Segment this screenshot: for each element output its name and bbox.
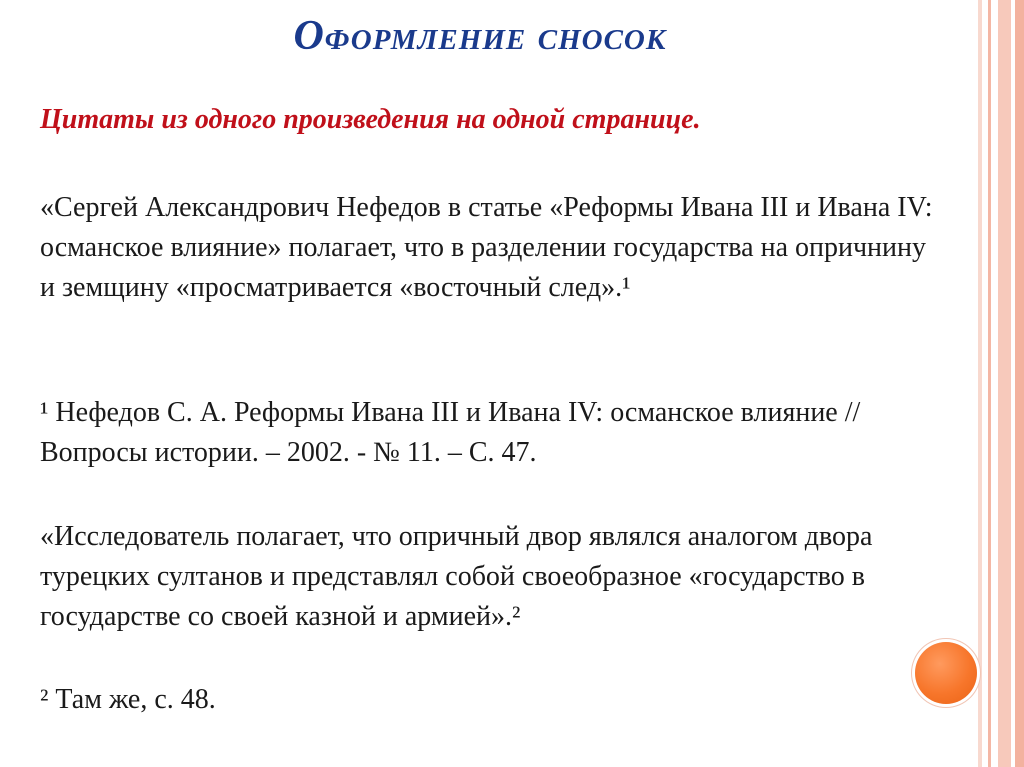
stripe xyxy=(998,0,1011,767)
slide-title: Оформление сносок xyxy=(293,13,667,59)
quote-paragraph-1: «Сергей Александрович Нефедов в статье «Реформы Ивана III и Ивана IV: османское влияние» полагает, что в разделении государства на опричнину и земщину «просматривается «восточный след».¹ xyxy=(40,192,933,303)
stripe xyxy=(991,0,998,767)
footnote-2: ² Там же, с. 48. xyxy=(40,684,216,715)
decorative-stripes xyxy=(978,0,1024,767)
stripe xyxy=(1015,0,1024,767)
footnote-1: ¹ Нефедов С. А. Реформы Ивана III и Ивана IV: османское влияние // Вопросы истории. – 2002. - № 11. – С. 47. xyxy=(40,397,861,468)
quote-paragraph-2: «Исследователь полагает, что опричный двор являлся аналогом двора турецких султанов и представлял собой своеобразное «государство в государстве со своей казной и армией».² xyxy=(40,521,873,632)
slide-subtitle: Цитаты из одного произведения на одной странице. xyxy=(40,104,701,135)
